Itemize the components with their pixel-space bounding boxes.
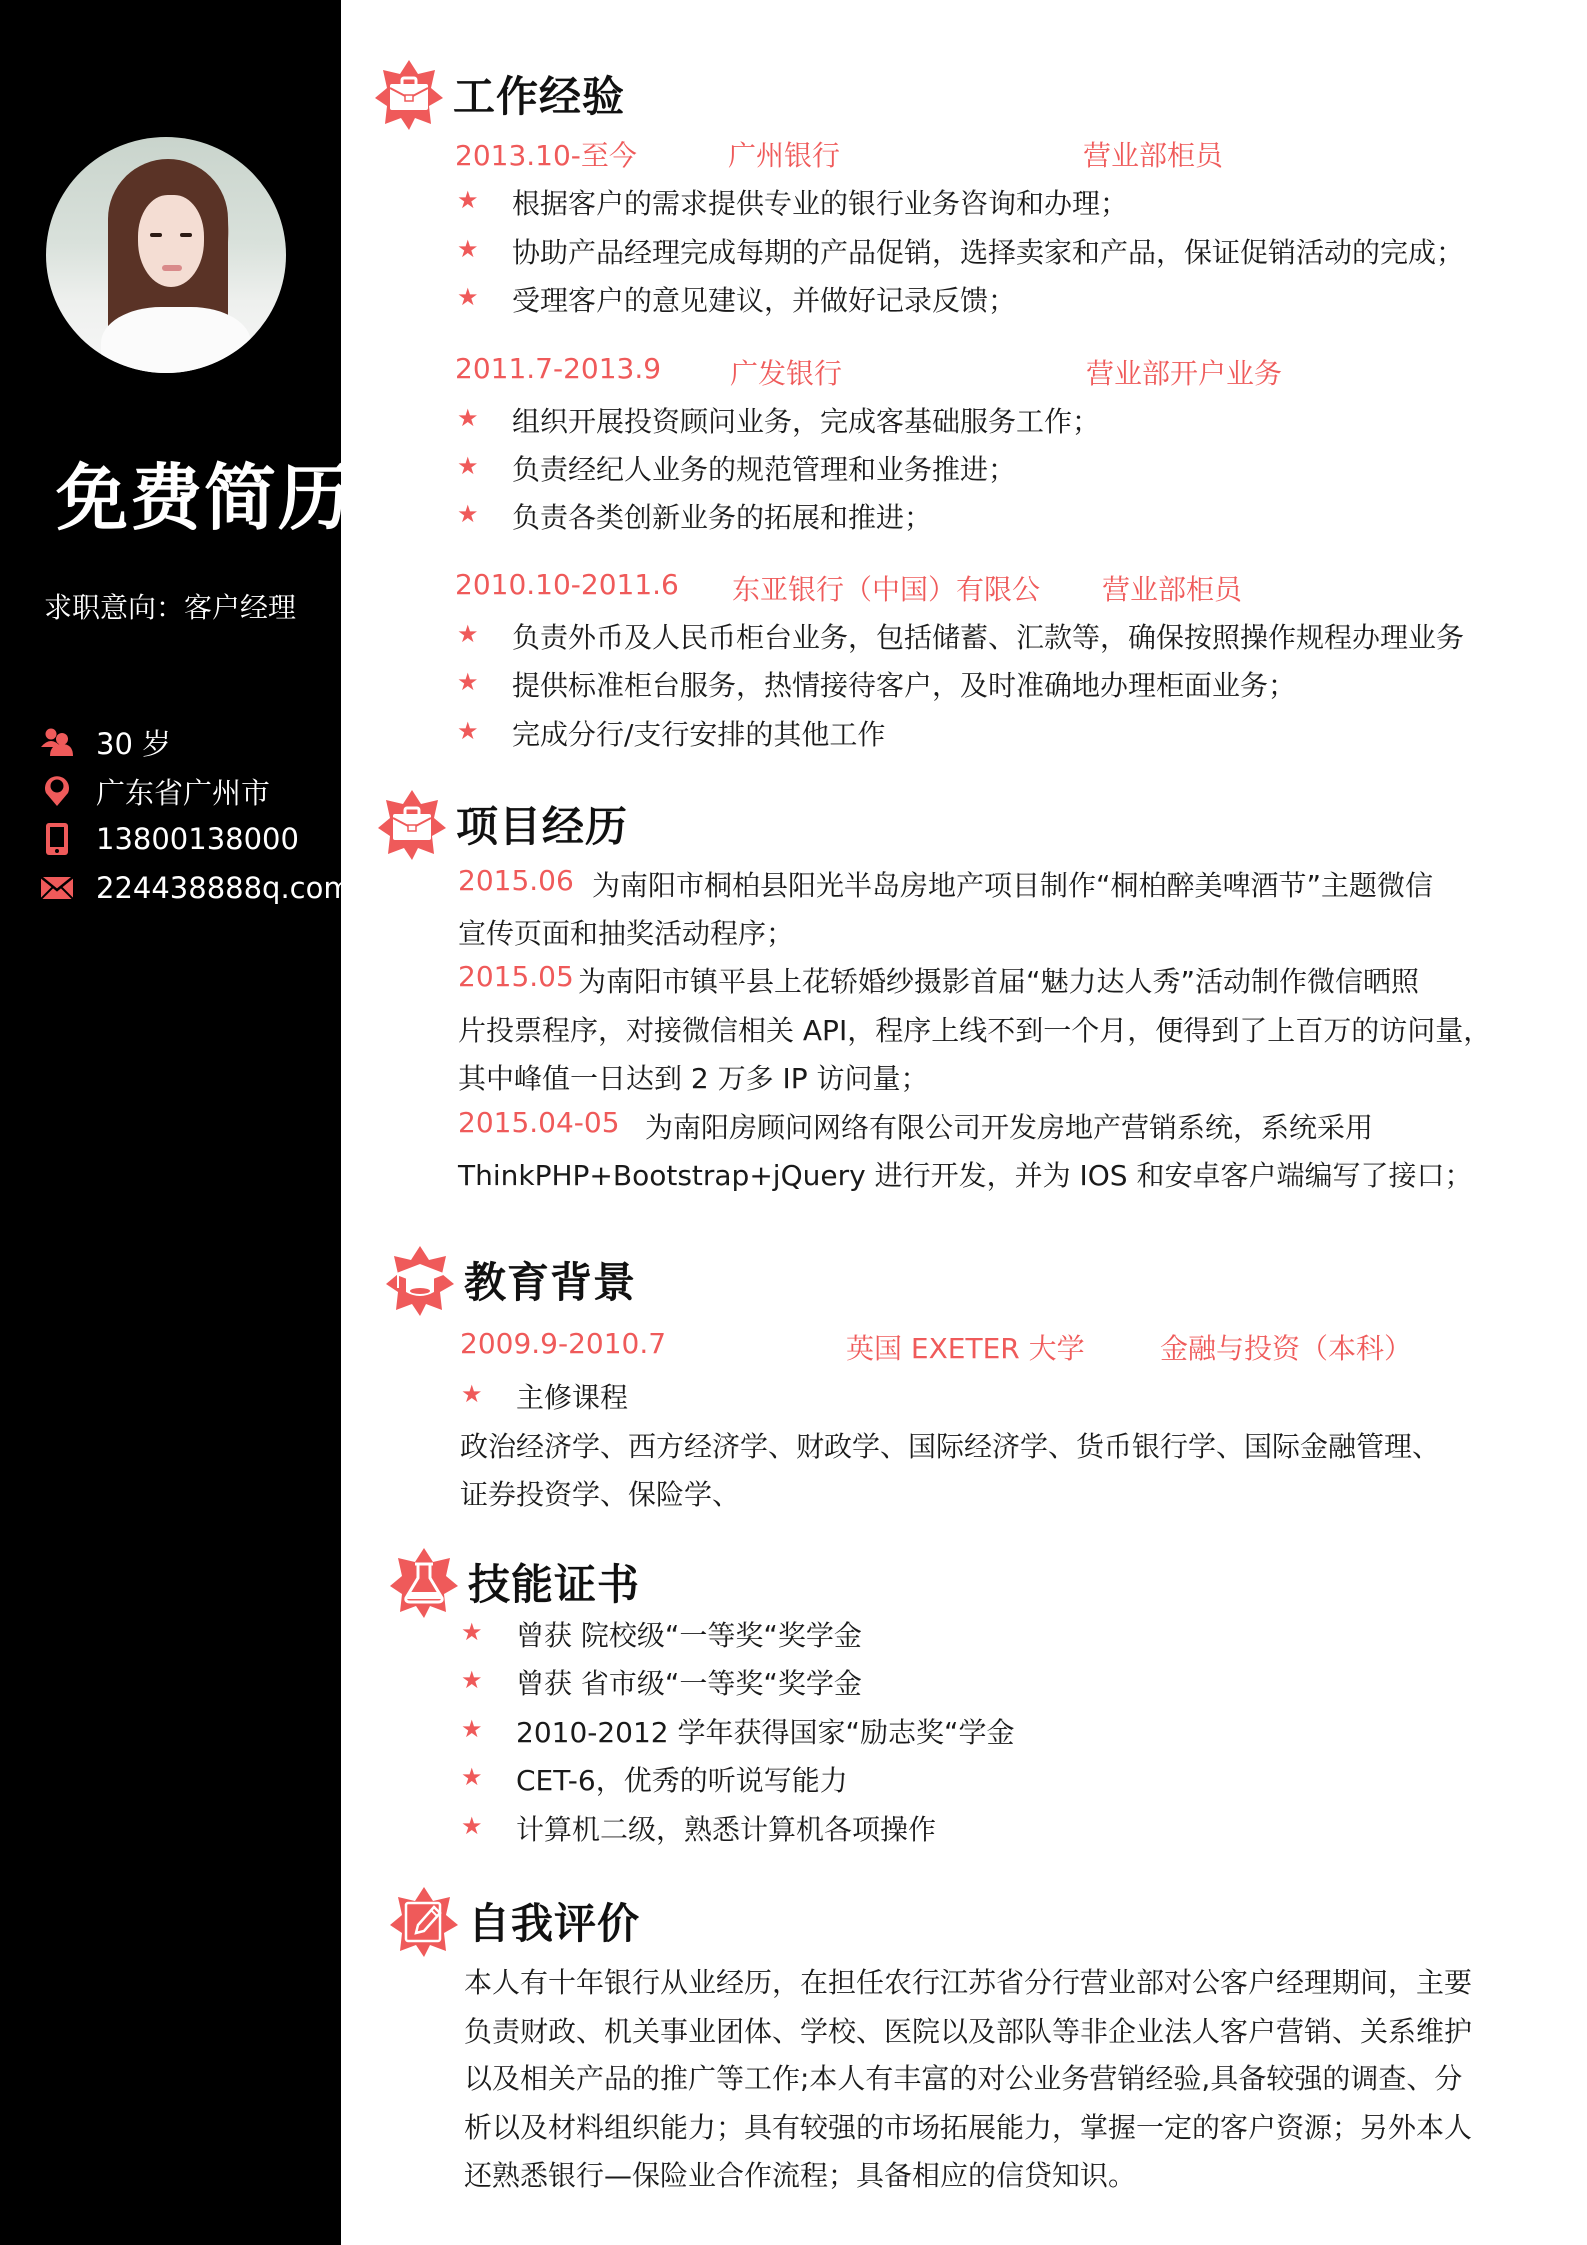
star-bullet-icon: ★ (461, 1666, 483, 1694)
project-date: 2015.05 (458, 960, 574, 993)
contact-email: 224438888q.com (40, 868, 352, 908)
education-school: 英国 EXETER 大学 (846, 1332, 1085, 1365)
courses-label: 主修课程 (516, 1381, 629, 1414)
project-date: 2015.04-05 (458, 1106, 620, 1139)
work-bullet: 完成分行/支行安排的其他工作 (512, 718, 886, 751)
section-header-education (384, 1244, 636, 1316)
avatar-photo (46, 137, 286, 373)
education-period: 2009.9-2010.7 (460, 1327, 667, 1360)
star-bullet-icon: ★ (461, 1380, 483, 1408)
skill-item: 计算机二级，熟悉计算机各项操作 (516, 1813, 937, 1846)
star-bullet-icon: ★ (457, 283, 479, 311)
work-bullet: 负责经纪人业务的规范管理和业务推进； (512, 453, 1017, 486)
location-pin-icon (40, 774, 74, 808)
contact-location: 广东省广州市 (40, 771, 270, 811)
work-bullet: 协助产品经理完成每期的产品促销，选择卖家和产品，保证促销活动的完成； (512, 236, 1465, 269)
skill-item: CET-6，优秀的听说写能力 (516, 1764, 848, 1797)
section-title: 自我评价 (468, 1899, 641, 1948)
users-icon (40, 725, 74, 759)
project-line: 片投票程序，对接微信相关 API，程序上线不到一个月，便得到了上百万的访问量， (458, 1014, 1492, 1047)
section-header-work (373, 58, 625, 130)
work-position: 营业部柜员 (1102, 573, 1243, 606)
star-bullet-icon: ★ (457, 186, 479, 214)
self-eval-line: 负责财政、机关事业团体、学校、医院以及部队等非企业法人客户营销、关系维护 (464, 2015, 1473, 2048)
star-bullet-icon: ★ (457, 717, 479, 745)
star-bullet-icon: ★ (457, 620, 479, 648)
phone-icon (40, 822, 74, 856)
work-period: 2010.10-2011.6 (455, 568, 679, 601)
work-position: 营业部开户业务 (1086, 357, 1283, 390)
star-bullet-icon: ★ (457, 500, 479, 528)
sidebar (0, 0, 353, 2245)
self-eval-line: 析以及材料组织能力；具有较强的市场拓展能力，掌握一定的客户资源；另外本人 (464, 2111, 1473, 2144)
mail-icon (40, 871, 74, 905)
work-bullet: 根据客户的需求提供专业的银行业务咨询和办理； (512, 187, 1129, 220)
work-company: 广州银行 (728, 139, 841, 172)
job-intent: 求职意向：客户经理 (44, 591, 297, 624)
section-title: 项目经历 (456, 802, 629, 851)
pencil-icon (388, 1885, 460, 1957)
graduation-cap-icon (384, 1244, 456, 1316)
star-bullet-icon: ★ (461, 1763, 483, 1791)
briefcase-icon (373, 58, 445, 130)
star-bullet-icon: ★ (457, 235, 479, 263)
section-header-self-eval (388, 1885, 640, 1957)
education-major: 金融与投资（本科） (1160, 1332, 1413, 1365)
star-bullet-icon: ★ (457, 668, 479, 696)
project-line: 宣传页面和抽奖活动程序； (458, 917, 795, 950)
star-bullet-icon: ★ (457, 404, 479, 432)
contact-age: 30 岁 (40, 722, 171, 762)
self-eval-line: 还熟悉银行—保险业合作流程；具备相应的信贷知识。 (464, 2159, 1137, 2192)
work-company: 广发银行 (730, 357, 843, 390)
skill-item: 曾获 省市级“一等奖“奖学金 (516, 1667, 862, 1700)
star-bullet-icon: ★ (461, 1812, 483, 1840)
work-company: 东亚银行（中国）有限公 (732, 573, 1041, 606)
courses-line: 政治经济学、西方经济学、财政学、国际经济学、货币银行学、国际金融管理、 (460, 1430, 1441, 1463)
contact-phone: 13800138000 (40, 819, 299, 859)
work-position: 营业部柜员 (1083, 139, 1224, 172)
flask-icon (388, 1546, 460, 1618)
project-line: 为南阳市桐柏县阳光半岛房地产项目制作“桐柏醉美啤酒节”主题微信 (592, 869, 1434, 902)
section-title: 教育背景 (464, 1258, 637, 1307)
project-line: 为南阳市镇平县上花轿婚纱摄影首届“魅力达人秀”活动制作微信晒照 (578, 965, 1420, 998)
project-line: ThinkPHP+Bootstrap+jQuery 进行开发，并为 IOS 和安卓客户端编写了接口； (458, 1159, 1473, 1192)
courses-line: 证券投资学、保险学、 (460, 1478, 741, 1511)
work-bullet: 提供标准柜台服务，热情接待客户，及时准确地办理柜面业务； (512, 669, 1297, 702)
star-bullet-icon: ★ (457, 452, 479, 480)
skill-item: 曾获 院校级“一等奖“奖学金 (516, 1619, 862, 1652)
project-line: 其中峰值一日达到 2 万多 IP 访问量； (458, 1062, 929, 1095)
work-period: 2013.10-至今 (455, 139, 637, 172)
skill-item: 2010-2012 学年获得国家“励志奖“学金 (516, 1716, 1015, 1749)
star-bullet-icon: ★ (461, 1715, 483, 1743)
project-line: 为南阳房顾问网络有限公司开发房地产营销系统，系统采用 (645, 1111, 1374, 1144)
self-eval-line: 本人有十年银行从业经历，在担任农行江苏省分行营业部对公客户经理期间，主要 (464, 1966, 1473, 1999)
star-bullet-icon: ★ (461, 1618, 483, 1646)
section-header-skills (388, 1546, 640, 1618)
work-bullet: 负责外币及人民币柜台业务，包括储蓄、汇款等，确保按照操作规程办理业务 (512, 621, 1465, 654)
section-header-projects (376, 788, 628, 860)
self-eval-line: 以及相关产品的推广等工作;本人有丰富的对公业务营销经验,具备较强的调查、分 (464, 2062, 1463, 2095)
work-bullet: 负责各类创新业务的拓展和推进； (512, 501, 933, 534)
work-period: 2011.7-2013.9 (455, 352, 662, 385)
project-date: 2015.06 (458, 864, 574, 897)
section-title: 工作经验 (453, 72, 626, 121)
briefcase-icon (376, 788, 448, 860)
section-title: 技能证书 (468, 1560, 641, 1609)
work-bullet: 组织开展投资顾问业务，完成客基础服务工作； (512, 405, 1101, 438)
resume-title: 免费简历 (56, 456, 353, 540)
work-bullet: 受理客户的意见建议，并做好记录反馈； (512, 284, 1017, 317)
